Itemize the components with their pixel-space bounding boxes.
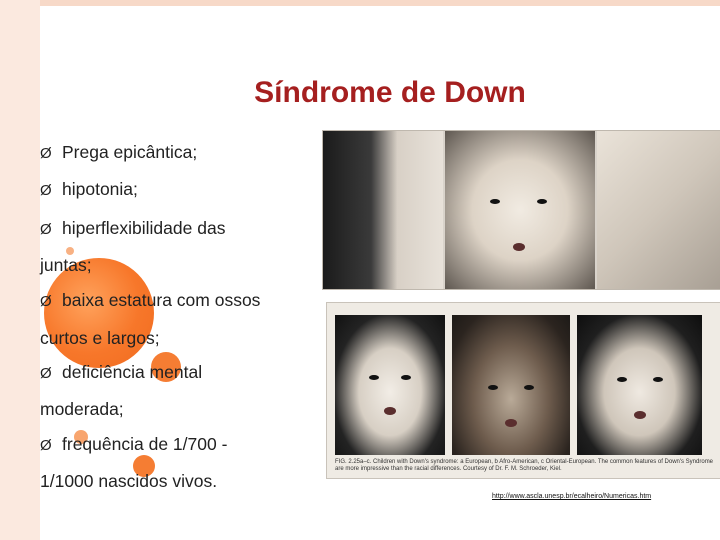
- bullet-item: [40, 362, 202, 384]
- source-link[interactable]: http://www.ascla.unesp.br/ecalheiro/Numericas.htm: [492, 493, 652, 500]
- photo-profile-panel: [323, 131, 443, 289]
- bullet-text: frequência de 1/700 -: [62, 434, 228, 454]
- photo-face-panel: [445, 131, 595, 289]
- eye-shape: [490, 199, 500, 204]
- slide-title: Síndrome de Down: [254, 76, 526, 109]
- decorative-circle-tiny: [66, 247, 74, 255]
- mouth-shape: [384, 407, 396, 415]
- left-decorative-band: [0, 0, 40, 540]
- bullet-text: baixa estatura com ossos: [62, 290, 261, 310]
- photo-caption: FIG. 2.25a–c. Children with Down's syndrome: a European, b Afro-American, c Oriental-European. The common features of Down's Syndrome are more impressive than the racial differences. Courtesy of Dr. F. M. Schroeder, Kiel.: [335, 459, 714, 472]
- bullet-continuation: curtos e largos;: [40, 328, 160, 348]
- bullet-continuation: 1/1000 nascidos vivos.: [40, 471, 218, 491]
- top-decorative-rule: [40, 0, 720, 6]
- eye-shape: [524, 385, 534, 390]
- eye-shape: [401, 375, 411, 380]
- bullet-item: [40, 142, 197, 164]
- eye-shape: [537, 199, 547, 204]
- photo-child-1: [335, 315, 445, 455]
- bullet-item: [40, 179, 138, 201]
- eye-shape: [653, 377, 663, 382]
- mouth-shape: [634, 411, 646, 419]
- arrow-bullet-icon: Ø: [40, 437, 52, 454]
- photo-child-2: [452, 315, 570, 455]
- bullet-item: [40, 434, 227, 456]
- photo-hand-panel: [597, 131, 720, 289]
- eye-shape: [488, 385, 498, 390]
- bullet-text: deficiência mental: [62, 362, 203, 382]
- photo-profile-face-hand: [322, 130, 720, 290]
- bullet-text: Prega epicântica;: [62, 142, 198, 162]
- eye-shape: [617, 377, 627, 382]
- arrow-bullet-icon: Ø: [40, 221, 52, 238]
- photo-three-children: [326, 302, 720, 479]
- arrow-bullet-icon: Ø: [40, 365, 52, 382]
- arrow-bullet-icon: Ø: [40, 293, 52, 310]
- bullet-continuation: moderada;: [40, 399, 124, 419]
- bullet-text: hiperflexibilidade das: [62, 218, 226, 238]
- mouth-shape: [513, 243, 525, 251]
- bullet-item: [40, 290, 260, 312]
- eye-shape: [369, 375, 379, 380]
- arrow-bullet-icon: Ø: [40, 145, 52, 162]
- bullet-item: [40, 218, 225, 240]
- bullet-text: hipotonia;: [62, 179, 138, 199]
- mouth-shape: [505, 419, 517, 427]
- arrow-bullet-icon: Ø: [40, 182, 52, 199]
- photo-child-3: [577, 315, 702, 455]
- bullet-continuation: juntas;: [40, 255, 92, 275]
